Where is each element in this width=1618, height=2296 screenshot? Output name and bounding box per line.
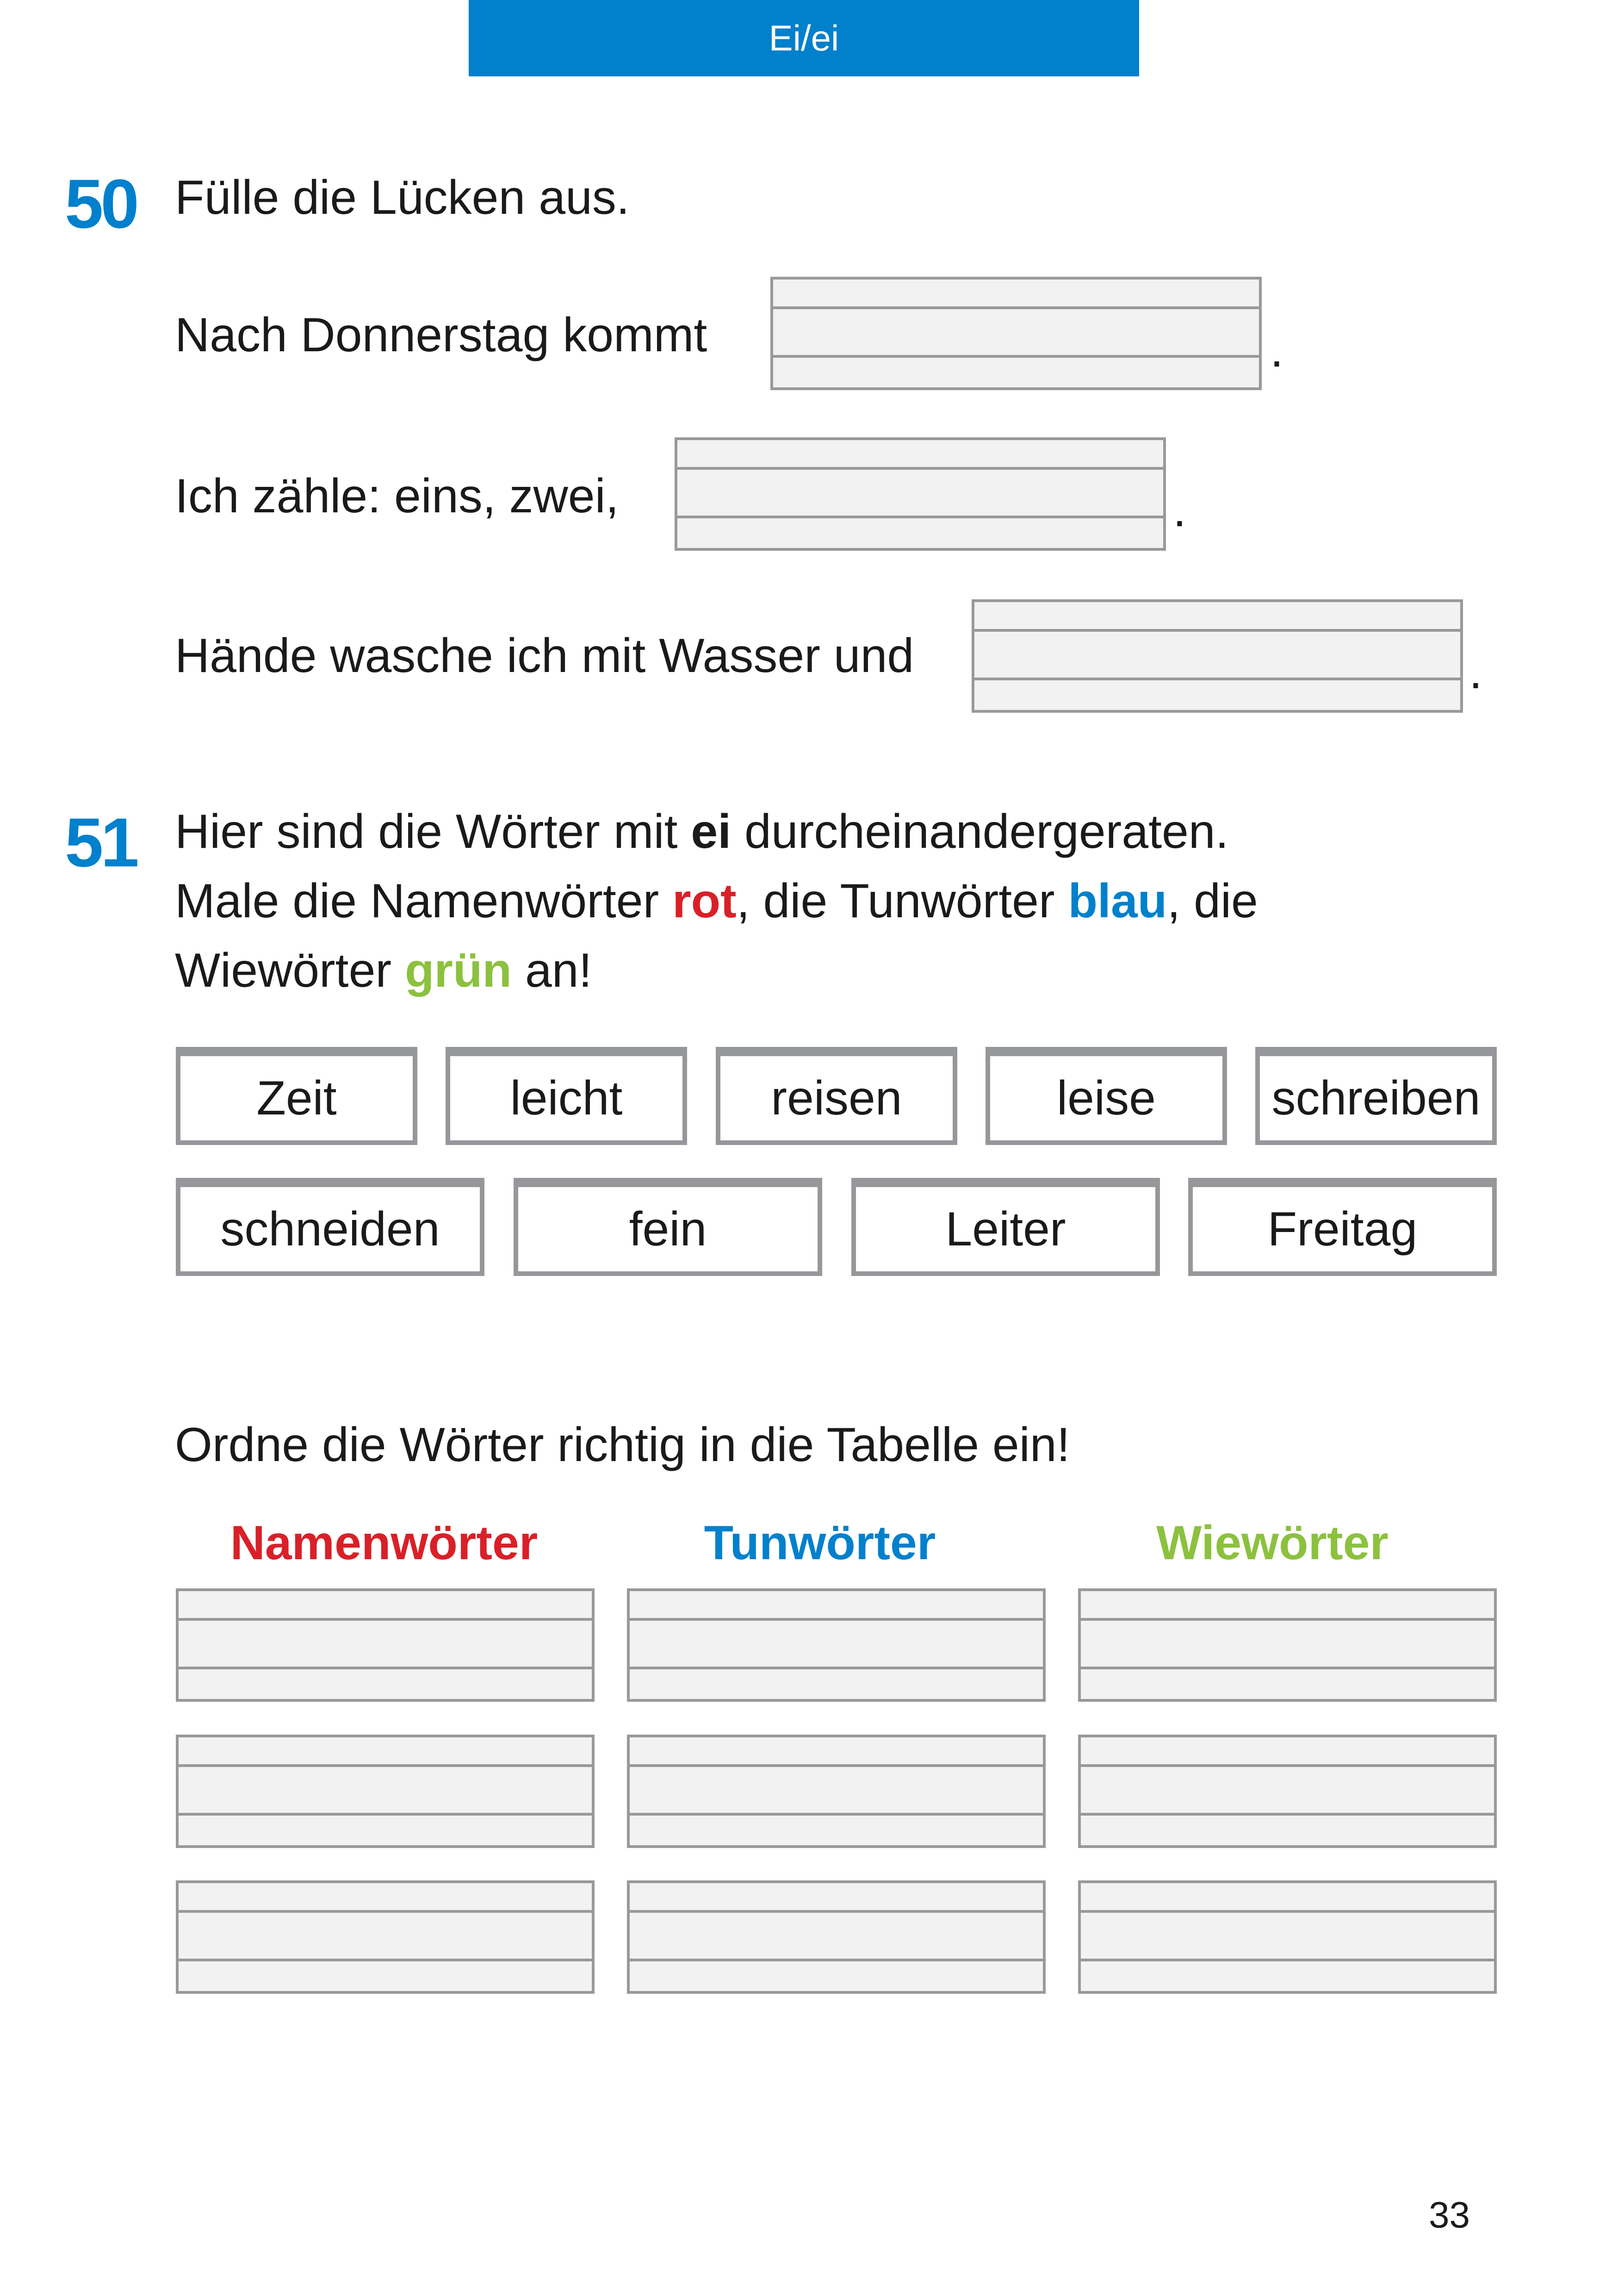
instruction-text: Wiewörter (175, 944, 405, 997)
word-label: fein (629, 1202, 707, 1256)
answer-field-3[interactable] (972, 599, 1463, 713)
answer-field-wiewoerter-1[interactable] (1078, 1588, 1497, 1702)
answer-field-2[interactable] (675, 437, 1166, 551)
answer-field-1[interactable] (770, 277, 1262, 390)
word-label: schreiben (1271, 1071, 1481, 1125)
exercise-51-instruction-line-2 (175, 874, 1258, 928)
word-label: Freitag (1267, 1202, 1418, 1256)
exercise-51-instruction-line-1 (175, 805, 1229, 859)
column-header-tunwoerter: Tunwörter (704, 1516, 936, 1570)
instruction-blue-word: blau (1068, 874, 1167, 928)
exercise-number-51: 51 (65, 803, 136, 881)
answer-field-tunwoerter-3[interactable] (627, 1880, 1046, 1994)
instruction-text: , die (1167, 874, 1258, 928)
sentence-2-text: Ich zähle: eins, zwei, (175, 469, 619, 523)
answer-field-wiewoerter-3[interactable] (1078, 1880, 1497, 1994)
instruction-text: , die Tunwörter (736, 874, 1068, 928)
word-card[interactable] (1255, 1047, 1497, 1145)
answer-field-namenwoerter-2[interactable] (176, 1735, 595, 1848)
sentence-3-text: Hände wasche ich mit Wasser und (175, 629, 914, 683)
answer-field-wiewoerter-2[interactable] (1078, 1735, 1497, 1848)
word-card[interactable] (176, 1047, 417, 1145)
word-label: Leiter (945, 1202, 1066, 1256)
word-card[interactable] (986, 1047, 1227, 1145)
page-number: 33 (1429, 2194, 1470, 2235)
column-header-namenwoerter: Namenwörter (230, 1516, 538, 1570)
exercise-51-instruction-line-3 (175, 946, 592, 995)
exercise-number-50: 50 (65, 165, 136, 243)
word-label: reisen (771, 1071, 902, 1125)
answer-field-tunwoerter-2[interactable] (627, 1735, 1046, 1848)
word-card[interactable] (1188, 1178, 1497, 1276)
word-label: leicht (510, 1071, 623, 1125)
sentence-2-period: . (1173, 483, 1186, 537)
word-card[interactable] (716, 1047, 957, 1145)
word-label: leise (1057, 1071, 1156, 1125)
answer-field-namenwoerter-1[interactable] (176, 1588, 595, 1702)
chapter-title: Ei/ei (769, 18, 839, 58)
instruction-ei-bold: ei (691, 805, 732, 859)
instruction-text: an! (512, 944, 592, 997)
sentence-1-period: . (1270, 324, 1283, 377)
instruction-red-word: rot (672, 874, 737, 928)
sentence-3-period: . (1469, 645, 1482, 699)
table-instruction: Ordne die Wörter richtig in die Tabelle ein! (175, 1418, 1070, 1472)
chapter-header-bar (469, 0, 1139, 76)
instruction-green-word: grün (404, 944, 512, 997)
instruction-text: Hier sind die Wörter mit (175, 805, 691, 859)
answer-field-tunwoerter-1[interactable] (627, 1588, 1046, 1702)
column-header-wiewoerter: Wiewörter (1156, 1516, 1389, 1570)
word-card[interactable] (446, 1047, 687, 1145)
exercise-50-instruction: Fülle die Lücken aus. (175, 171, 630, 224)
word-label: schneiden (220, 1202, 440, 1256)
word-card[interactable] (514, 1178, 822, 1276)
instruction-text: Male die Namenwörter (175, 874, 673, 928)
sentence-1-text: Nach Donnerstag kommt (175, 308, 707, 362)
answer-field-namenwoerter-3[interactable] (176, 1880, 595, 1994)
word-card[interactable] (851, 1178, 1160, 1276)
word-card[interactable] (176, 1178, 484, 1276)
instruction-text: durcheinandergeraten. (731, 805, 1229, 859)
word-label: Zeit (256, 1071, 337, 1125)
